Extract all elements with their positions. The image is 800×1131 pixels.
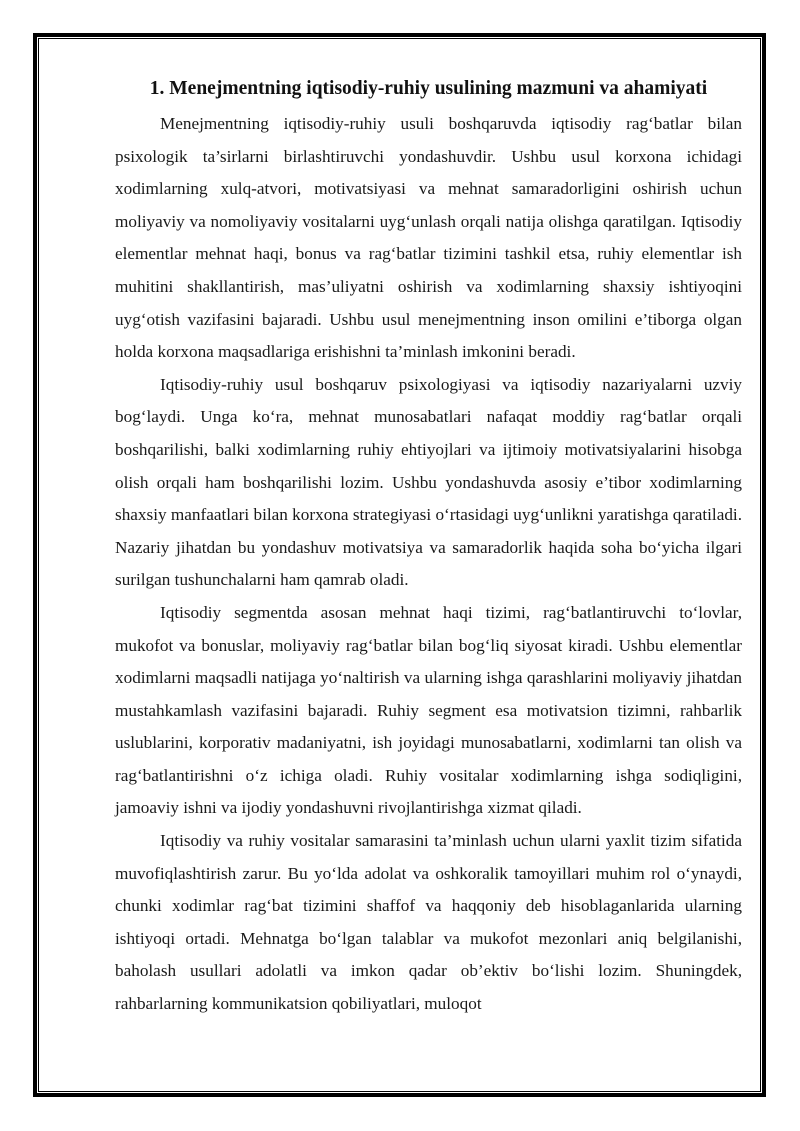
paragraph-1: Menejmentning iqtisodiy-ruhiy usuli boshqaruvda iqtisodiy rag‘batlar bilan psixologik ta’sirlarni birlashtiruvchi yondashuvdir. Ushbu usul korxona ichidagi xodimlarning xulq-atvori, motivatsiyasi va mehnat samaradorligini oshirish uchun moliyaviy va nomoliyaviy vositalarni uyg‘unlash orqali natija olishga qaratilgan. Iqtisodiy elementlar mehnat haqi, bonus va rag‘batlar tizimini tashkil etsa, ruhiy elementlar ish muhitini shakllantirish, mas’uliyatni oshirish va xodimlarning shaxsiy ishtiyoqini uyg‘otish vazifasini bajaradi. Ushbu usul menejmentning inson omilini e’tiborga olgan holda korxona maqsadlariga erishishni ta’minlash imkonini beradi. [115,114,742,362]
section-heading: 1. Menejmentning iqtisodiy-ruhiy usulining mazmuni va ahamiyati [149,78,708,99]
paragraph-3: Iqtisodiy segmentda asosan mehnat haqi tizimi, rag‘batlantiruvchi to‘lovlar, mukofot va bonuslar, moliyaviy rag‘batlar bilan bog‘liq siyosat kiradi. Ushbu elementlar xodimlarni maqsadli natijaga yo‘naltirish va ularning ishga qarashlarini moliyaviy jihatdan mustahkamlash vazifasini bajaradi. Ruhiy segment esa motivatsion tizimni, rahbarlik uslublarini, korporativ madaniyatni, ish joyidagi munosabatlarni, xodimlarni tan olish va rag‘batlantirishni o‘z ichiga oladi. Ruhiy vositalar xodimlarning ishga sodiqligini, jamoaviy ishni va ijodiy yondashuvni rivojlantirishga xizmat qiladi. [115,602,742,818]
document-body [115,72,742,1021]
paragraph-4: Iqtisodiy va ruhiy vositalar samarasini ta’minlash uchun ularni yaxlit tizim sifatida muvofiqlashtirish zarur. Bu yo‘lda adolat va oshkoralik tamoyillari muhim rol o‘ynaydi, chunki xodimlar rag‘bat tizimini shaffof va haqqoniy deb hisoblaganlarida ularning ishtiyoqi ortadi. Mehnatga bo‘lgan talablar va mukofot mezonlari aniq belgilanishi, baholash usullari adolatli va imkon qadar ob’ektiv bo‘lishi lozim. Shuningdek, rahbarlarning kommunikatsion qobiliyatlari, muloqot [115,831,742,1014]
paragraph-2: Iqtisodiy-ruhiy usul boshqaruv psixologiyasi va iqtisodiy nazariyalarni uzviy bog‘laydi. Unga ko‘ra, mehnat munosabatlari nafaqat moddiy rag‘batlar orqali boshqarilishi, balki xodimlarning ruhiy ehtiyojlari va ijtimoiy motivatsiyalarini hisobga olish orqali ham boshqarilishi lozim. Ushbu yondashuvda asosiy e’tibor xodimlarning shaxsiy manfaatlari bilan korxona strategiyasi o‘rtasidagi uyg‘unlikni yaratishga qaratiladi. Nazariy jihatdan bu yondashuv motivatsiya va samaradorlik haqida soha bo‘yicha ilgari surilgan tushunchalarni ham qamrab oladi. [115,374,742,590]
